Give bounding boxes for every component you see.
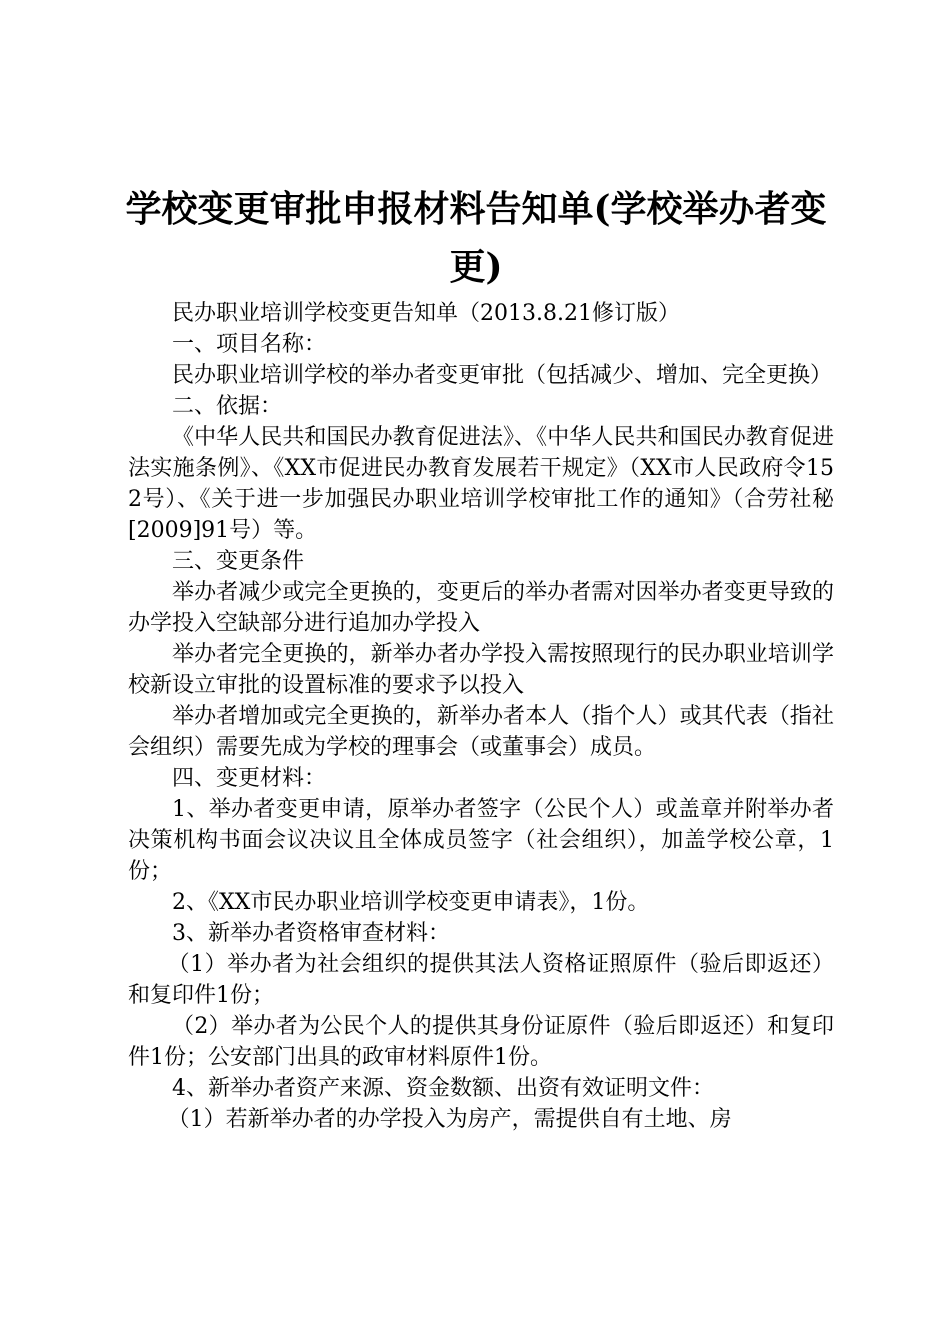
- paragraph: 举办者增加或完全更换的，新举办者本人（指个人）或其代表（指社会组织）需要先成为学校的理事会（或董事会）成员。: [128, 704, 834, 760]
- document-body: [128, 298, 834, 1135]
- list-item: 4、新举办者资产来源、资金数额、出资有效证明文件：: [172, 1076, 714, 1101]
- subtitle-paragraph: 民办职业培训学校变更告知单（2013.8.21修订版）: [172, 301, 680, 326]
- list-item: （1）举办者为社会组织的提供其法人资格证照原件（验后即返还）和复印件1份；: [128, 952, 834, 1008]
- section-heading-conditions: 三、变更条件: [172, 549, 305, 574]
- list-item: 3、新举办者资格审查材料：: [172, 921, 450, 946]
- paragraph: 举办者减少或完全更换的，变更后的举办者需对因举办者变更导致的办学投入空缺部分进行追加办学投入: [128, 580, 834, 636]
- section-heading-materials: 四、变更材料：: [172, 766, 327, 791]
- paragraph: 举办者完全更换的，新举办者办学投入需按照现行的民办职业培训学校新设立审批的设置标准的要求予以投入: [128, 642, 834, 698]
- section-heading-basis: 二、依据：: [172, 394, 283, 419]
- list-item: （2）举办者为公民个人的提供其身份证原件（验后即返还）和复印件1份；公安部门出具的政审材料原件1份。: [128, 1014, 834, 1070]
- list-item: 2、《XX市民办职业培训学校变更申请表》，1份。: [172, 890, 650, 915]
- document-title: 学校变更审批申报材料告知单(学校举办者变更): [125, 188, 827, 288]
- paragraph: 民办职业培训学校的举办者变更审批（包括减少、增加、完全更换）: [172, 363, 833, 388]
- paragraph: 《中华人民共和国民办教育促进法》、《中华人民共和国民办教育促进法实施条例》、《XX市促进民办教育发展若干规定》（XX市人民政府令152号）、《关于进一步加强民办职业培训学校审批工作的通知》（合劳社秘[2009]91号）等。: [128, 425, 834, 543]
- list-item: 1、举办者变更申请，原举办者签字（公民个人）或盖章并附举办者决策机构书面会议决议且全体成员签字（社会组织），加盖学校公章，1份；: [128, 797, 834, 884]
- list-item: （1）若新举办者的办学投入为房产，需提供自有土地、房: [167, 1107, 732, 1132]
- section-heading-project: 一、项目名称：: [172, 332, 327, 357]
